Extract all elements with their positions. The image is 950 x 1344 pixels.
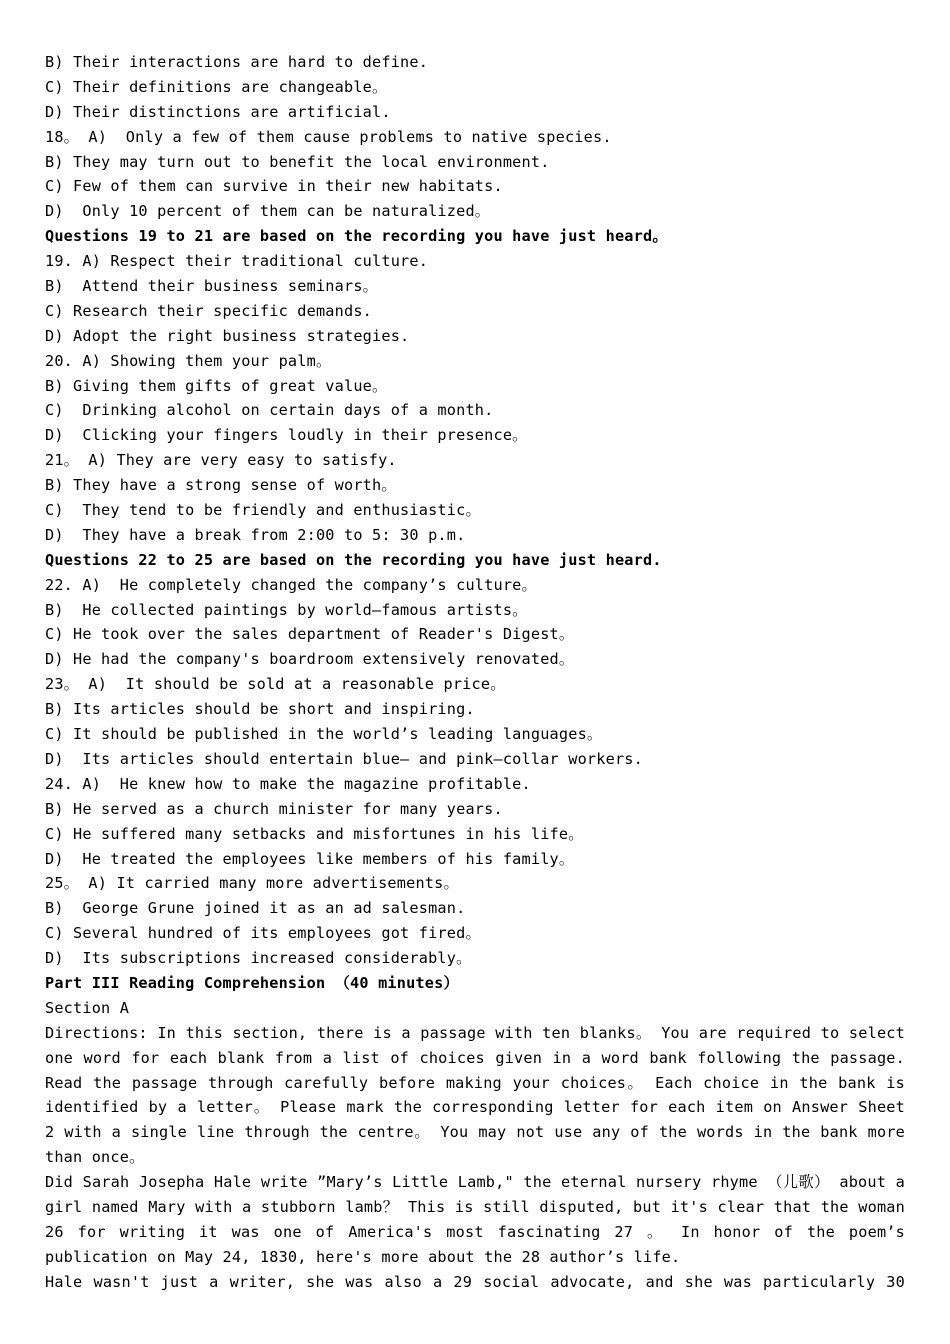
text-line: C) It should be published in the world’s leading languages。 bbox=[45, 725, 603, 744]
passage-paragraph-1: Did Sarah Josepha Hale write ”Mary’s Little Lamb," the eternal nursery rhyme （儿歌） about a girl named Mary with a stubborn lamb？ This is still disputed, but it's clear that the woman 26 for writing it was one of America's most fascinating 27 。 In honor of the poem’s publication on May 24, 1830, here's more about the 28 author’s life. bbox=[45, 1173, 905, 1266]
text-line: C) Several hundred of its employees got fired。 bbox=[45, 924, 481, 943]
text-line: C) He suffered many setbacks and misfortunes in his life。 bbox=[45, 824, 584, 843]
text-line: D) He treated the employees like members of his family。 bbox=[45, 849, 575, 868]
text-line: 20. A) Showing them your palm。 bbox=[45, 351, 332, 370]
text-line: B) They have a strong sense of worth。 bbox=[45, 476, 397, 495]
section-heading: Part III Reading Comprehension （40 minutes） bbox=[45, 973, 459, 992]
text-line: D) Its articles should entertain blue— and pink—collar workers. bbox=[45, 749, 643, 768]
text-line: 25。 A) It carried many more advertisements。 bbox=[45, 874, 459, 893]
text-line: 21。 A) They are very easy to satisfy. bbox=[45, 451, 397, 470]
text-line: B) Attend their business seminars。 bbox=[45, 277, 379, 296]
text-line: C) Drinking alcohol on certain days of a month. bbox=[45, 401, 494, 420]
text-line: C) Research their specific demands. bbox=[45, 301, 373, 320]
text-line: C) He took over the sales department of Reader's Digest。 bbox=[45, 625, 575, 644]
text-line: B) He served as a church minister for many years. bbox=[45, 799, 503, 818]
question-lines bbox=[45, 50, 905, 1021]
text-line: D) They have a break from 2:00 to 5: 30 p.m. bbox=[45, 525, 466, 544]
text-line: Section A bbox=[45, 998, 130, 1017]
text-line: B) Giving them gifts of great value。 bbox=[45, 376, 388, 395]
text-line: B) Its articles should be short and inspiring. bbox=[45, 700, 475, 719]
text-line: 23。 A) It should be sold at a reasonable price。 bbox=[45, 675, 506, 694]
text-line: D) Their distinctions are artificial. bbox=[45, 102, 391, 121]
passage-paragraph-2: Hale wasn't just a writer, she was also a 29 social advocate, and she was particularly 30 bbox=[45, 1272, 905, 1291]
text-line: D) Only 10 percent of them can be naturalized。 bbox=[45, 202, 491, 221]
text-line: 24. A) He knew how to make the magazine profitable. bbox=[45, 774, 531, 793]
document-page bbox=[45, 50, 905, 1295]
text-line: B) He collected paintings by world—famous artists。 bbox=[45, 600, 528, 619]
text-line: D) Clicking your fingers loudly in their presence。 bbox=[45, 426, 528, 445]
text-line: 22. A) He completely changed the company’s culture。 bbox=[45, 575, 537, 594]
text-line: C) Few of them can survive in their new habitats. bbox=[45, 177, 503, 196]
text-line: D) Adopt the right business strategies. bbox=[45, 326, 410, 345]
text-line: D) Its subscriptions increased considerably。 bbox=[45, 949, 472, 968]
text-line: B) Their interactions are hard to define. bbox=[45, 53, 429, 71]
text-line: B) They may turn out to benefit the local environment. bbox=[45, 152, 550, 171]
text-line: B) George Grune joined it as an ad salesman. bbox=[45, 899, 466, 918]
text-line: D) He had the company's boardroom extensively renovated。 bbox=[45, 650, 575, 669]
text-line: C) Their definitions are changeable。 bbox=[45, 77, 388, 96]
text-line: 19. A) Respect their traditional culture. bbox=[45, 252, 429, 271]
section-heading: Questions 19 to 21 are based on the recording you have just heard。 bbox=[45, 227, 668, 246]
text-line: 18。 A) Only a few of them cause problems to native species. bbox=[45, 127, 612, 146]
text-line: C) They tend to be friendly and enthusiastic。 bbox=[45, 501, 481, 520]
directions-paragraph: Directions: In this section, there is a passage with ten blanks。 You are required to select one word for each blank from a list of choices given in a word bank following the passage. Read the passage through carefully before making your choices。 Each choice in the bank is identified by a letter。 Please mark the corresponding letter for each item on Answer Sheet 2 with a single line through the centre。 You may not use any of the words in the bank more than once。 bbox=[45, 1023, 905, 1167]
section-heading: Questions 22 to 25 are based on the recording you have just heard. bbox=[45, 550, 662, 569]
